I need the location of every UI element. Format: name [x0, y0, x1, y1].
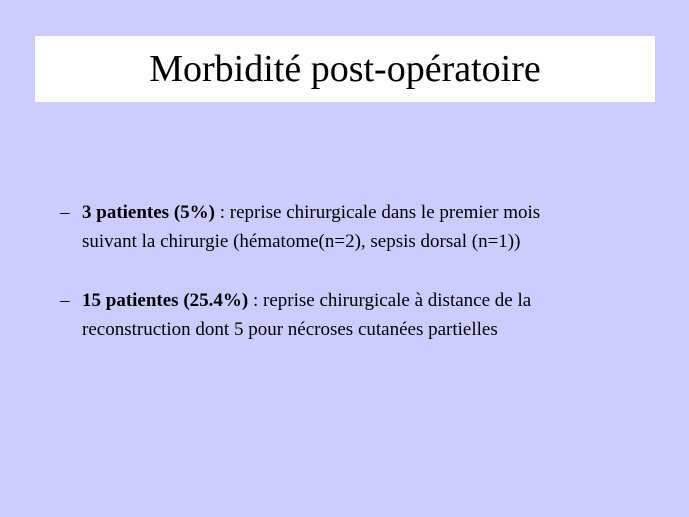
bullet-dash: – — [60, 290, 70, 311]
title-box — [35, 36, 655, 102]
bullet-line-2: suivant la chirurgie (hématome(n=2), sepsis dorsal (n=1)) — [82, 231, 521, 252]
bullet-line-1: : reprise chirurgicale dans le premier mois — [214, 202, 541, 223]
bullet-item-early-reoperation — [60, 198, 650, 256]
bullet-text — [82, 286, 650, 344]
bullet-item-late-reoperation — [60, 286, 650, 344]
slide-title: Morbidité post-opératoire — [149, 48, 541, 90]
bullet-line-2: reconstruction dont 5 pour nécroses cutanées partielles — [82, 319, 498, 340]
bullet-list — [60, 198, 650, 344]
bullet-text — [82, 198, 650, 256]
bullet-highlight: 15 patientes (25.4%) — [82, 290, 249, 311]
bullet-highlight: 3 patientes (5%) — [82, 202, 215, 223]
bullet-dash: – — [60, 202, 70, 223]
bullet-line-1: : reprise chirurgicale à distance de la — [248, 290, 532, 311]
